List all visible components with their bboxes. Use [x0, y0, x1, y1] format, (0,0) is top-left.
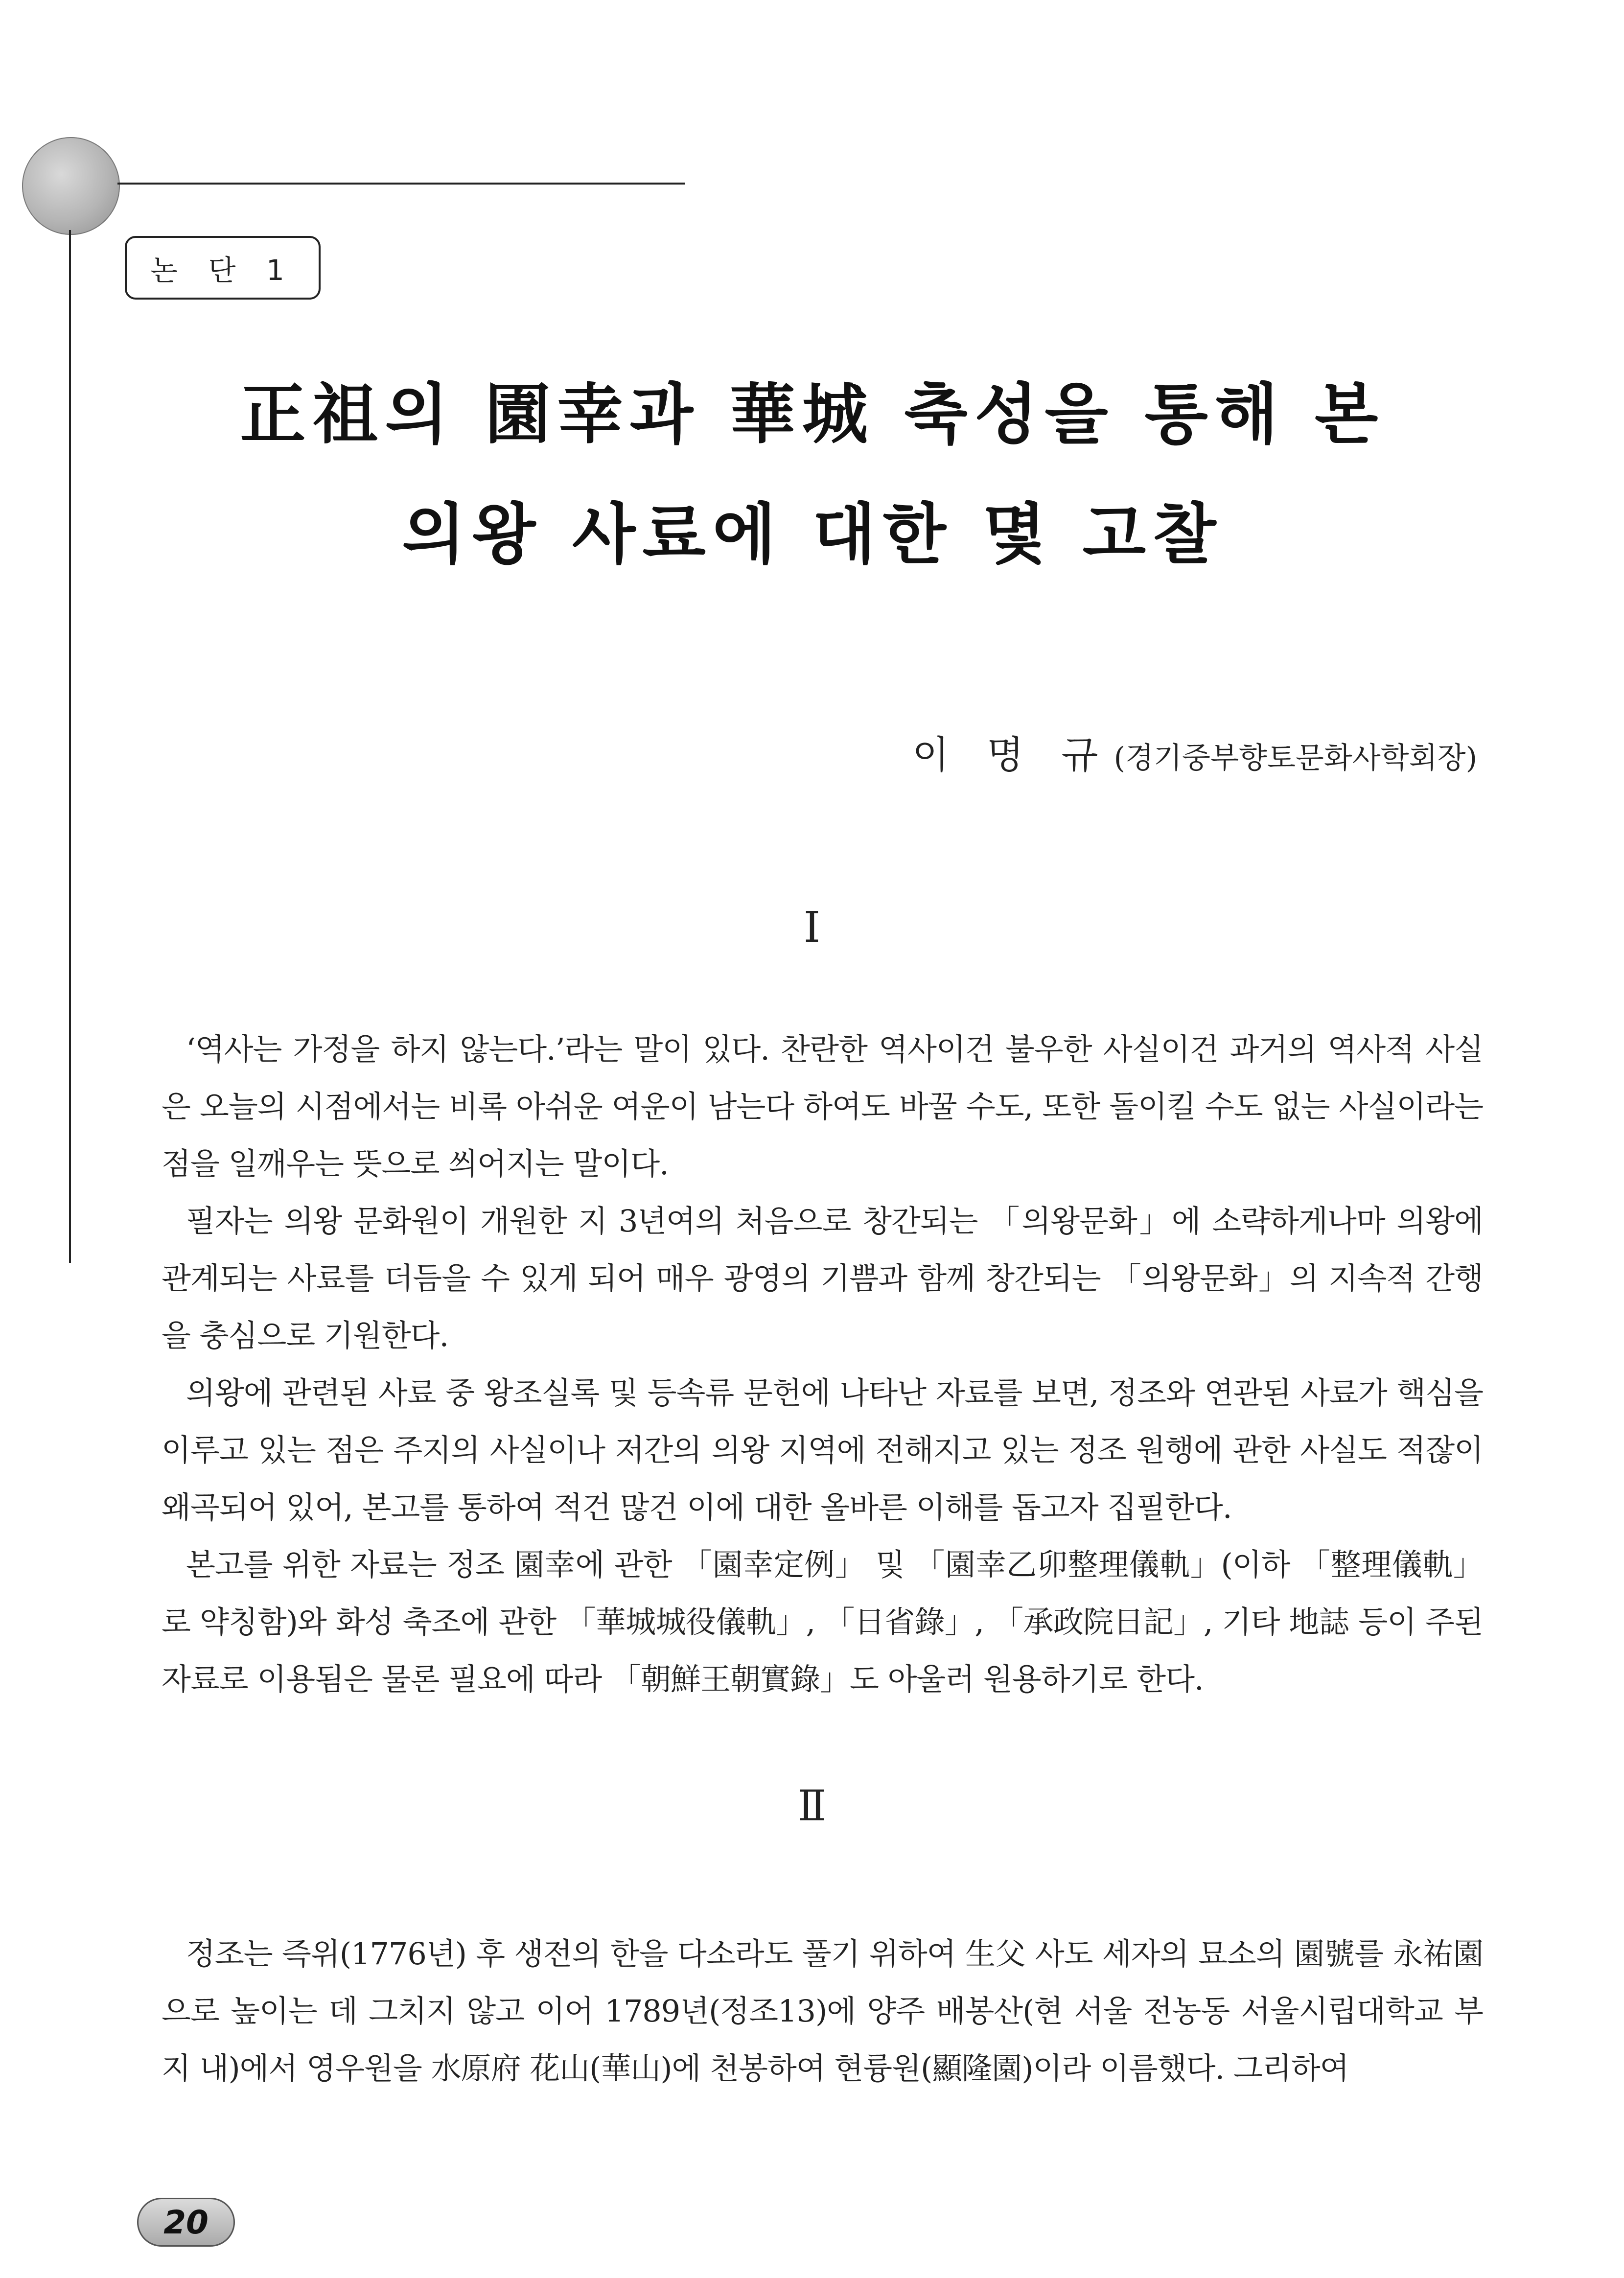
- body-paragraph: 필자는 의왕 문화원이 개원한 지 3년여의 처음으로 창간되는 「의왕문화」에 소략하게나마 의왕에 관계되는 사료를 더듬을 수 있게 되어 매우 광영의 기쁨과 함께 창간되는 「의왕문화」의 지속적 간행을 충심으로 기원한다.: [162, 1203, 1483, 1353]
- page-number-badge: 20: [137, 2198, 235, 2247]
- title-line-1: 正祖의 園幸과 華城 축성을 통해 본: [240, 376, 1385, 453]
- section-label-box: 논 단 1: [125, 236, 321, 300]
- author-name: 이 명 규: [912, 733, 1111, 777]
- section-heading-2: Ⅱ: [797, 1782, 827, 1831]
- decorative-horizontal-rule: [117, 183, 685, 185]
- body-paragraph: 정조는 즉위(1776년) 후 생전의 한을 다소라도 풀기 위하여 生父 사도 세자의 묘소의 園號를 永祐園으로 높이는 데 그치지 않고 이어 1789년(정조13)에 양주 배봉산(현 서울 전농동 서울시립대학교 부지 내)에서 영우원을 水原府 花山(華山)에 천봉하여 현륭원(顯隆園)이라 이름했다. 그리하여: [162, 1936, 1483, 2086]
- body-paragraph: ‘역사는 가정을 하지 않는다.’라는 말이 있다. 찬란한 역사이건 불우한 사실이건 과거의 역사적 사실은 오늘의 시점에서는 비록 아쉬운 여운이 남는다 하여도 바꿀 수도, 또한 돌이킬 수도 없는 사실이라는 점을 일깨우는 뜻으로 씌어지는 말이다.: [162, 1031, 1483, 1182]
- body-paragraph: 의왕에 관련된 사료 중 왕조실록 및 등속류 문헌에 나타난 자료를 보면, 정조와 연관된 사료가 핵심을 이루고 있는 점은 주지의 사실이나 저간의 의왕 지역에 전해지고 있는 정조 원행에 관한 사실도 적잖이 왜곡되어 있어, 본고를 통하여 적건 많건 이에 대한 올바른 이해를 돕고자 집필한다.: [162, 1375, 1483, 1525]
- body-paragraph: 본고를 위한 자료는 정조 園幸에 관한 「園幸定例」 및 「園幸乙卯整理儀軌」(이하 「整理儀軌」로 약칭함)와 화성 축조에 관한 「華城城役儀軌」, 「日省錄」, 「承政院日記」, 기타 地誌 등이 주된 자료로 이용됨은 물론 필요에 따라 「朝鮮王朝實錄」도 아울러 원용하기로 한다.: [162, 1547, 1483, 1697]
- decorative-vertical-rule: [69, 230, 71, 1263]
- decorative-circle: [22, 137, 120, 235]
- title-line-2: 의왕 사료에 대한 몇 고찰: [402, 496, 1223, 573]
- section-heading-1: Ⅰ: [804, 903, 820, 952]
- author-affiliation: (경기중부향토문화사학회장): [1114, 741, 1477, 775]
- author-byline: [912, 724, 1477, 779]
